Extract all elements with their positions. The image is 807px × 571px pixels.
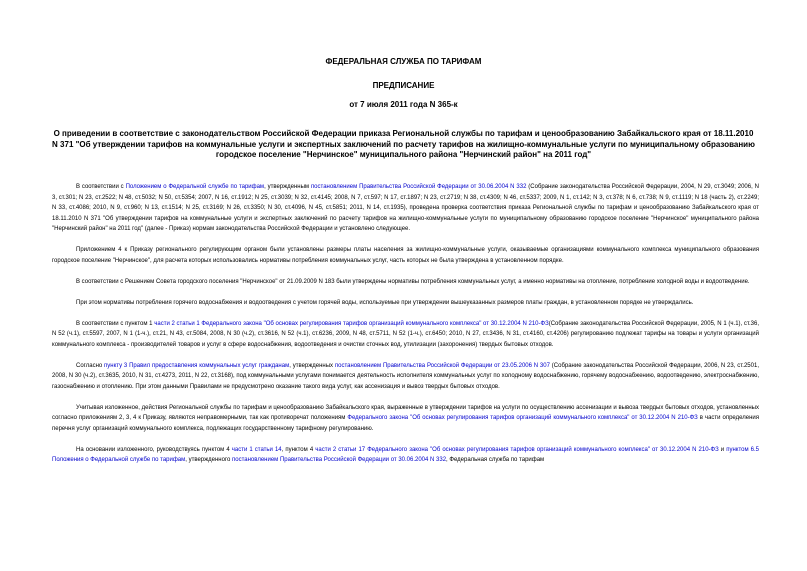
link-government-decree-307[interactable]: постановлением Правительства Российской Федерации от 23.05.2006 N 307: [334, 362, 550, 369]
paragraph-6: [52, 361, 759, 393]
paragraph-5: [52, 319, 759, 351]
organization-name: ФЕДЕРАЛЬНАЯ СЛУЖБА ПО ТАРИФАМ: [325, 57, 482, 66]
text: (Собрание законодательства Российской Федерации, 2005, N 1 (ч.1), ст.36, N 52 (ч.1), ст.5597, 2007, N 1 (1-ч.), ст.21, N 43, ст.5084, 2008, N 30 (ч.2), ст.3616, N 52 (ч.1), ст.6236, 2009, N 48, ст.5711, N 52 (1-ч.), ст.6450; 2010, N 27, ст.3436, N 31, ст.4160, ст.4206) регулированию подлежат тарифы на товары и услуги организаций коммунального комплекса - производителей товаров и услуг в сфере водоснабжения, водоотведения и очистки сточных вод, утилизации (захоронения) твердых бытовых отходов.: [52, 320, 760, 348]
text: (Собрание законодательства Российской Федерации, 2006, N 23, ст.2501, 2008, N 30 (ч.2), ст.3635, 2010, N 31, ст.4273, 2011, N 22, ст.3168), под коммунальными услугами понимается деятельность исполнителя коммунальных услуг по холодному водоснабжению, горячему водоснабжению, водоотведению, электроснабжению, газоснабжению и отоплению. При этом данными Правилами не предусмотрено оказание такого вида услуг, как ассенизация и вывоз твердых бытовых отходов.: [52, 362, 759, 390]
document-body: [52, 182, 759, 476]
text: , пунктом 4: [281, 446, 316, 453]
document-title: О приведении в соответствие с законодательством Российской Федерации приказа Региональной службы по тарифам и ценообразованию Забайкальского края от 18.11.2010 N 371 "Об утверждении тарифов на коммунальные услуги и экспертных заключений по расчету тарифов на жилищно-коммунальные услуги по муниципальному образованию городское поселение "Нерчинское" муниципального района "Нерчинский район" на 2011 год": [52, 129, 755, 159]
link-utility-rules-item-3[interactable]: пункту 3 Правил предоставления коммунальных услуг гражданам: [104, 362, 290, 369]
text: В соответствии с: [76, 184, 126, 190]
link-fst-regulation-item-6-5[interactable]: пунктом 6.5 Положения о Федеральной службе по тарифам: [52, 446, 760, 463]
paragraph-7: [52, 403, 759, 435]
link-government-decree-332[interactable]: постановлением Правительства Российской Федерации от 30.06.2004 N 332: [310, 184, 527, 190]
text: в части определения перечня услуг организаций коммунального комплекса, подлежащих государственному тарифному регулированию.: [52, 415, 759, 432]
link-government-decree-332[interactable]: постановлением Правительства Российской Федерации от 30.06.2004 N 332: [232, 457, 447, 463]
link-federal-law-210-article-17[interactable]: части 2 статьи 17 Федерального закона "Об основах регулирования тарифов организаций коммунального комплекса" от 30.12.2004 N 210-ФЗ: [315, 446, 719, 453]
text: и: [718, 446, 727, 453]
text: , утвержденных: [289, 362, 335, 369]
link-federal-law-210[interactable]: Федерального закона "Об основах регулирования тарифов организаций коммунального комплекса" от 30.12.2004 N 210-ФЗ: [347, 415, 698, 421]
paragraph-1: [52, 182, 759, 235]
text: В соответствии с пунктом 1: [76, 320, 155, 327]
text: Согласно: [76, 362, 105, 369]
paragraph-3: В соответствии с Решением Совета городского поселения "Нерчинское" от 21.09.2009 N 183 были утверждены нормативы потребления коммунальных услуг, а именно нормативы на отопление, потребление холодной воды и водоотведение.: [76, 278, 750, 285]
link-federal-law-210-article-1[interactable]: части 2 статьи 1 Федерального закона "Об основах регулирования тарифов организаций коммунального комплекса" от 30.12.2004 N 210-ФЗ: [154, 320, 549, 327]
text: На основании изложенного, руководствуясь пунктом 4: [76, 446, 232, 453]
paragraph-2: Приложением 4 к Приказу регионального регулирующим органом были установлены размеры платы населения за жилищно-коммунальные услуги, оказываемые организациями коммунального комплекса муниципального образования городское поселение "Нерчинское", для расчета которых использовались нормативы потребления коммунальных услуг, часть которых не была утверждена в установленном порядке.: [52, 247, 759, 264]
document-type: ПРЕДПИСАНИЕ: [372, 81, 435, 90]
text: , Федеральная служба по тарифам: [446, 457, 545, 463]
paragraph-8: [52, 445, 759, 466]
link-fst-regulation[interactable]: Положением о Федеральной службе по тарифам: [125, 184, 265, 190]
text: (Собрание законодательства Российской Федерации, 2004, N 29, ст.3049; 2006, N 3, ст.301; N 23, ст.2522; N 48, ст.5032; N 50, ст.5354; 2007, N 16, ст.1912; N 25, ст.3039; N 32, ст.4145; 2008, N 7, ст.597; N 17, ст.1897; N 23, ст.2719; N 38, ст.4309; N 46, ст.5337; 2009, N 1, ст.142; N 3, ст.378; N 6, ст.738; N 9, ст.1119; N 18 (часть 2), ст.2249; N 33, ст.4086; 2010, N 9, ст.960; N 13, ст.1514; N 25, ст.3169; N 26, ст.3350; N 30, ст.4096, N 45, ст.5851; 2011, N 14, ст.1935), проведена проверка соответствия приказа Региональной службы по тарифам и ценообразованию Забайкальского края от 18.11.2010 N 371 "Об утверждении тарифов на коммунальные услуги и экспертных заключений по расчету тарифов на жилищно-коммунальные услуги по муниципальному образованию городское поселение "Нерчинское" муниципального района "Нерчинский район" на 2011 год" (далее - Приказ) нормам законодательства Российской Федерации и установлено следующее.: [52, 184, 759, 232]
document-date: от 7 июля 2011 года N 365-к: [349, 100, 458, 109]
text: , утвержденным: [264, 184, 311, 190]
text: , утвержденного: [185, 457, 233, 463]
link-article-14-part-1[interactable]: части 1 статьи 14: [231, 446, 282, 453]
paragraph-4: При этом нормативы потребления горячего водоснабжения и водоотведения с учетом горячей воды, используемые при утверждении вышеуказанных размеров платы граждан, в установленном порядке не утверждались.: [76, 299, 694, 306]
text: Учитывая изложенное, действия Региональной службы по тарифам и ценообразованию Забайкальского края, выраженные в утверждении тарифов на услуги по осуществлению ассенизации и вывоза твердых бытовых отходов, установленных согласно приложениям 2, 3, 4 к Приказу, являются неправомерными, так как противоречат положениям: [52, 404, 759, 421]
